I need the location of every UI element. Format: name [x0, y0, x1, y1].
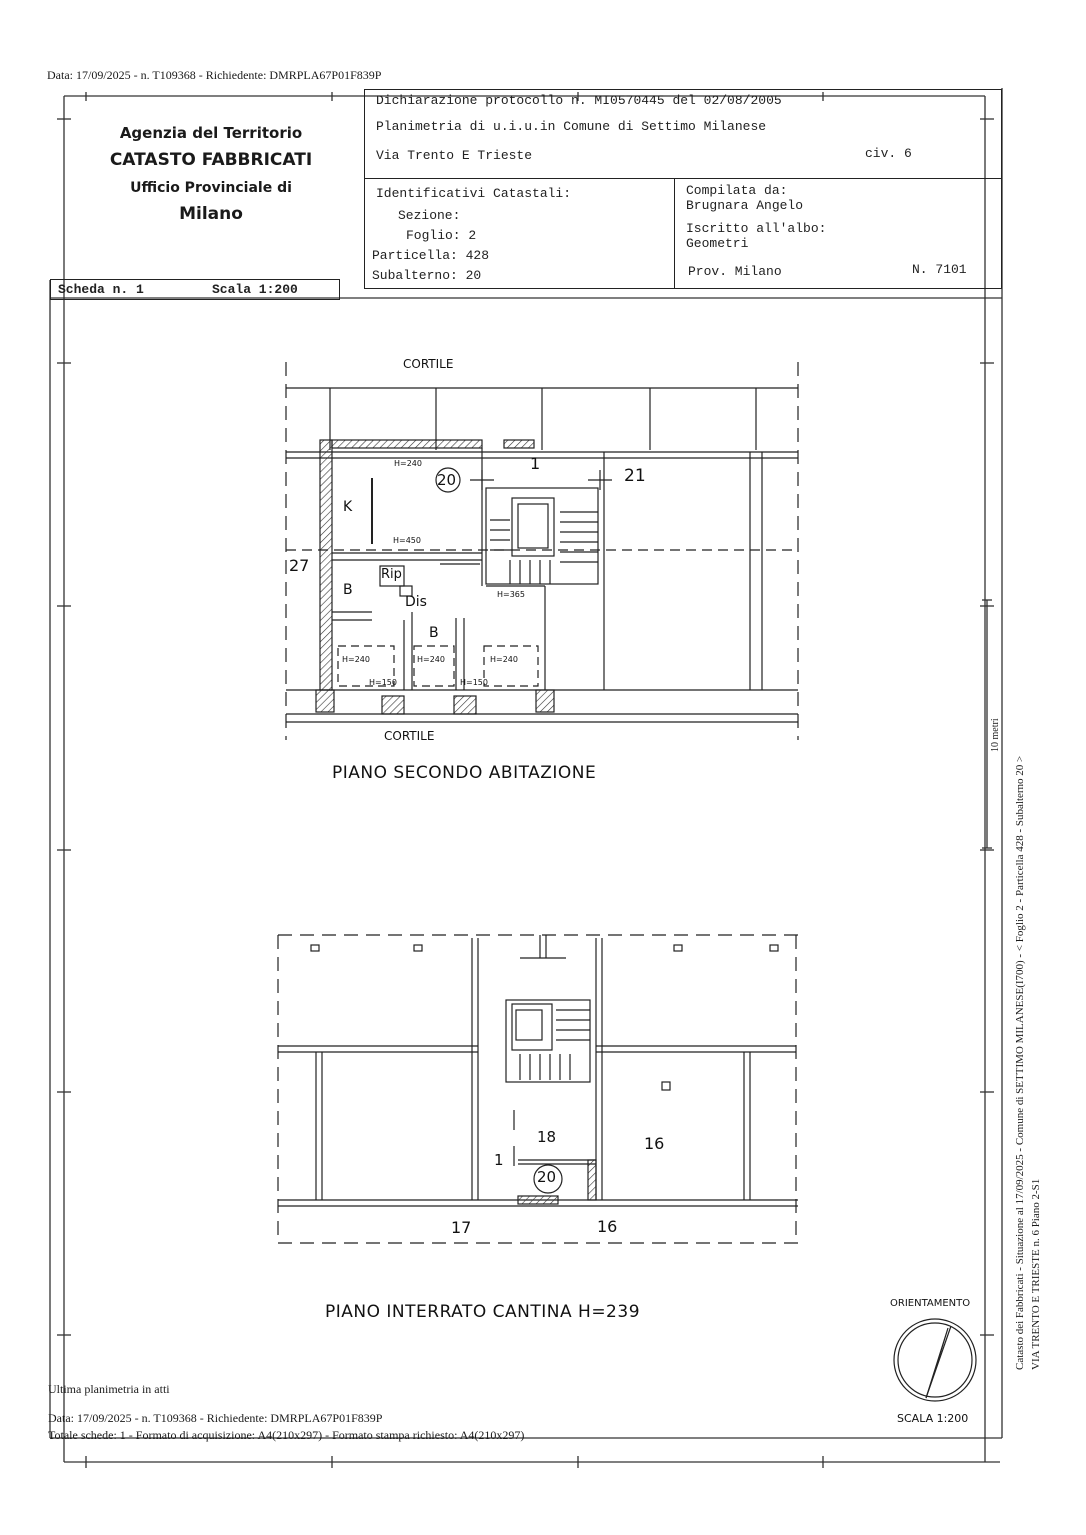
side-cadastral-text: Catasto dei Fabbricati - Situazione al 17/09/2025 - Comune di SETTIMO MILANESE(I700) - < Foglio 2 - Particella 428 - Subalterno 20 >: [1014, 755, 1026, 1370]
particella: Particella: 428: [372, 248, 490, 263]
province: Prov. Milano: [688, 264, 782, 279]
footer-totals: Totale schede: 1 - Formato di acquisizione: A4(210x297) - Formato stampa richiesto: A4(210x297): [48, 1428, 525, 1442]
compass-scale: SCALA 1:200: [897, 1412, 969, 1425]
subalterno: Subalterno: 20: [372, 268, 482, 283]
cortile-top-label: CORTILE: [403, 357, 454, 371]
room-kitchen: K: [343, 499, 353, 515]
cantina-1: 1: [494, 1151, 504, 1169]
height-h240-a: H=240: [394, 459, 422, 468]
office-city: Milano: [179, 204, 243, 224]
height-h365: H=365: [497, 590, 525, 599]
office-label: Ufficio Provinciale di: [130, 180, 292, 196]
upper-plan-title: PIANO SECONDO ABITAZIONE: [332, 763, 597, 783]
foglio: Foglio: 2: [406, 228, 477, 243]
height-h150-a: H=150: [369, 678, 397, 687]
cantina-16-a: 16: [644, 1134, 665, 1153]
unit-tag-upper: 20: [437, 471, 457, 489]
cantina-18: 18: [537, 1128, 557, 1146]
room-bath-1: B: [343, 582, 353, 598]
unit-tag-lower: 20: [537, 1168, 557, 1186]
albo-value: Geometri: [686, 236, 749, 251]
room-storage: Rip: [381, 567, 402, 582]
street-line: Via Trento E Trieste: [376, 148, 533, 163]
unit-27: 27: [289, 556, 310, 575]
height-h240-d: H=240: [490, 655, 518, 664]
registration-number: N. 7101: [912, 262, 967, 277]
height-h240-b: H=240: [342, 655, 370, 664]
scheda-label: Scheda n. 1: [58, 282, 144, 297]
scale-label: Scala 1:200: [212, 282, 298, 297]
plan-of-line: Planimetria di u.i.u.in Comune di Settimo Milanese: [376, 119, 767, 134]
ruler-label: 10 metri: [990, 718, 1001, 752]
height-h240-c: H=240: [417, 655, 445, 664]
side-address-text: VIA TRENTO E TRIESTE n. 6 Piano 2-S1: [1030, 1178, 1042, 1370]
compiler-name: Brugnara Angelo: [686, 198, 804, 213]
unit-21: 21: [624, 466, 646, 486]
orientation-label: ORIENTAMENTO: [890, 1298, 971, 1309]
last-plan-note: Ultima planimetria in atti: [48, 1382, 170, 1396]
top-stamp: Data: 17/09/2025 - n. T109368 - Richiedente: DMRPLA67P01F839P: [47, 68, 382, 82]
protocol-line: Dichiarazione protocollo n. MI0570445 del 02/08/2005: [376, 93, 782, 108]
albo-title: Iscritto all'albo:: [686, 221, 827, 236]
compiler-title: Compilata da:: [686, 183, 788, 198]
room-hallway: Dis: [405, 594, 427, 610]
height-h450: H=450: [393, 536, 421, 545]
cantina-17: 17: [451, 1218, 472, 1237]
catasto-title: CATASTO FABBRICATI: [109, 150, 313, 170]
cortile-bottom-label: CORTILE: [384, 729, 435, 743]
cantina-16-b: 16: [597, 1217, 618, 1236]
identifiers-title: Identificativi Catastali:: [376, 186, 572, 201]
civ-number: civ. 6: [865, 146, 912, 161]
footer-stamp: Data: 17/09/2025 - n. T109368 - Richiedente: DMRPLA67P01F839P: [48, 1411, 383, 1425]
room-bath-2: B: [429, 625, 439, 641]
agency-name: Agenzia del Territorio: [119, 124, 303, 142]
height-h150-b: H=150: [460, 678, 488, 687]
sezione: Sezione:: [398, 208, 461, 223]
unit-1-upper: 1: [530, 454, 541, 473]
lower-plan-title: PIANO INTERRATO CANTINA H=239: [325, 1302, 641, 1322]
